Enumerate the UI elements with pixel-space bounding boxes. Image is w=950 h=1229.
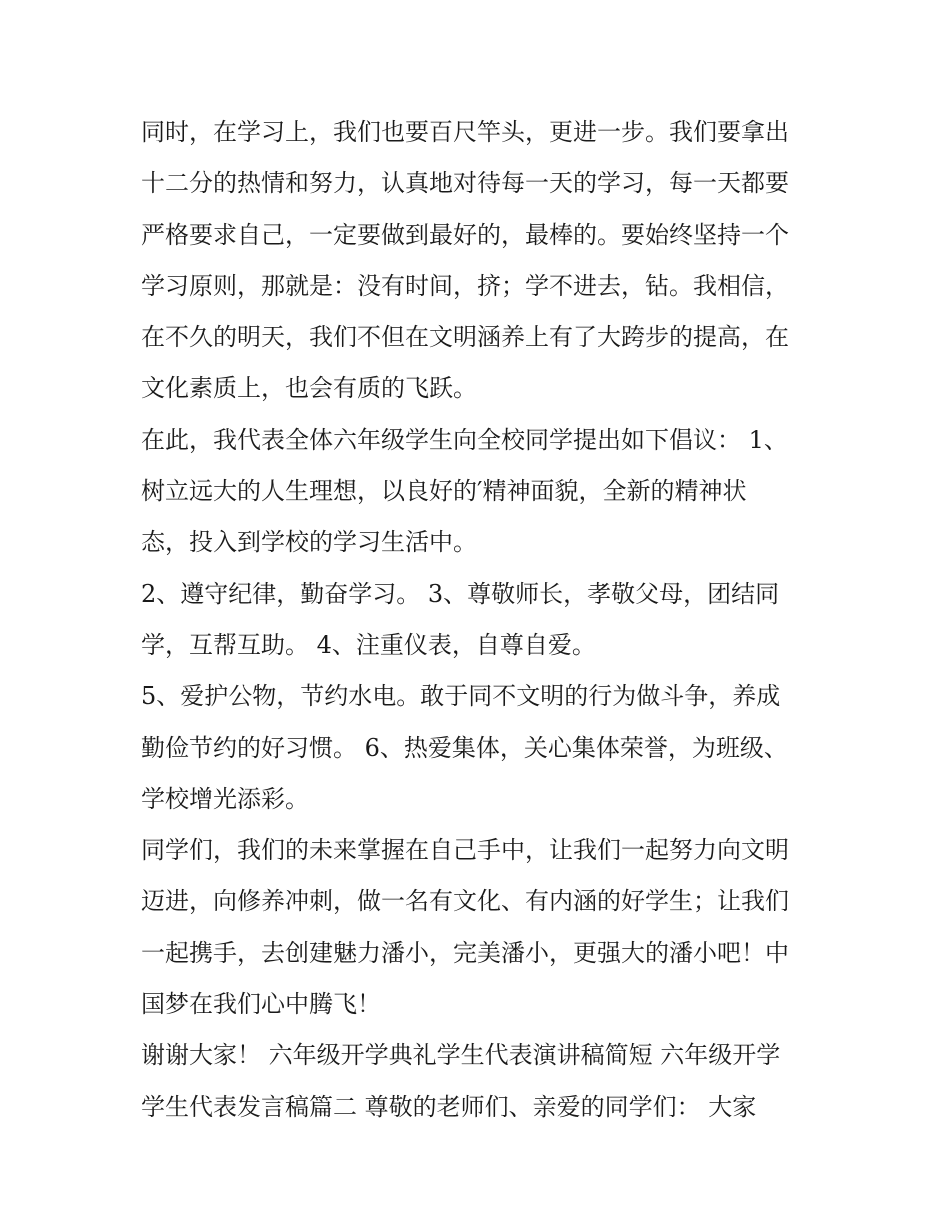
- text-line: 在不久的明天，我们不但在文明涵养上有了大跨步的提高，在: [141, 323, 789, 352]
- text-line: 同时，在学习上，我们也要百尺竿头，更进一步。我们要拿出: [141, 118, 789, 146]
- text-line: 严格要求自己，一定要做到最好的，最棒的。要始终坚持一个: [141, 220, 789, 249]
- document-body: [141, 107, 831, 1133]
- text-line: 学习原则，那就是：没有时间，挤；学不进去，钻。我相信，: [141, 271, 789, 300]
- text-line: 学校增光添彩。: [141, 784, 309, 813]
- text-line: 十二分的热情和努力，认真地对待每一天的学习，每一天都要: [141, 169, 789, 198]
- text-line: 学生代表发言稿篇二 尊敬的老师们、亲爱的同学们： 大家: [141, 1092, 757, 1121]
- text-line: 文化素质上，也会有质的飞跃。: [141, 374, 477, 403]
- text-line: 学，互帮互助。 4、注重仪表，自尊自爱。: [141, 630, 596, 659]
- text-line: 谢谢大家！ 六年级开学典礼学生代表演讲稿简短 六年级开学: [141, 1041, 781, 1070]
- text-line: 国梦在我们心中腾飞！: [141, 990, 381, 1019]
- text-line: 态，投入到学校的学习生活中。: [141, 528, 477, 557]
- text-line: 勤俭节约的好习惯。 6、热爱集体，关心集体荣誉，为班级、: [141, 733, 788, 762]
- text-line: 树立远大的人生理想，以良好的′精神面貌，全新的精神状: [141, 477, 747, 506]
- text-line: 5、爱护公物，节约水电。敢于同不文明的行为做斗争，养成: [141, 682, 781, 711]
- text-line: 在此，我代表全体六年级学生向全校同学提出如下倡议： 1、: [141, 425, 788, 454]
- text-line: 2、遵守纪律，勤奋学习。 3、尊敬师长，孝敬父母，团结同: [141, 579, 780, 608]
- text-line: 同学们，我们的未来掌握在自己手中，让我们一起努力向文明: [141, 836, 789, 865]
- text-line: 迈进，向修养冲刺，做一名有文化、有内涵的好学生；让我们: [141, 887, 789, 916]
- text-line: 一起携手，去创建魅力潘小，完美潘小，更强大的潘小吧！中: [141, 938, 789, 967]
